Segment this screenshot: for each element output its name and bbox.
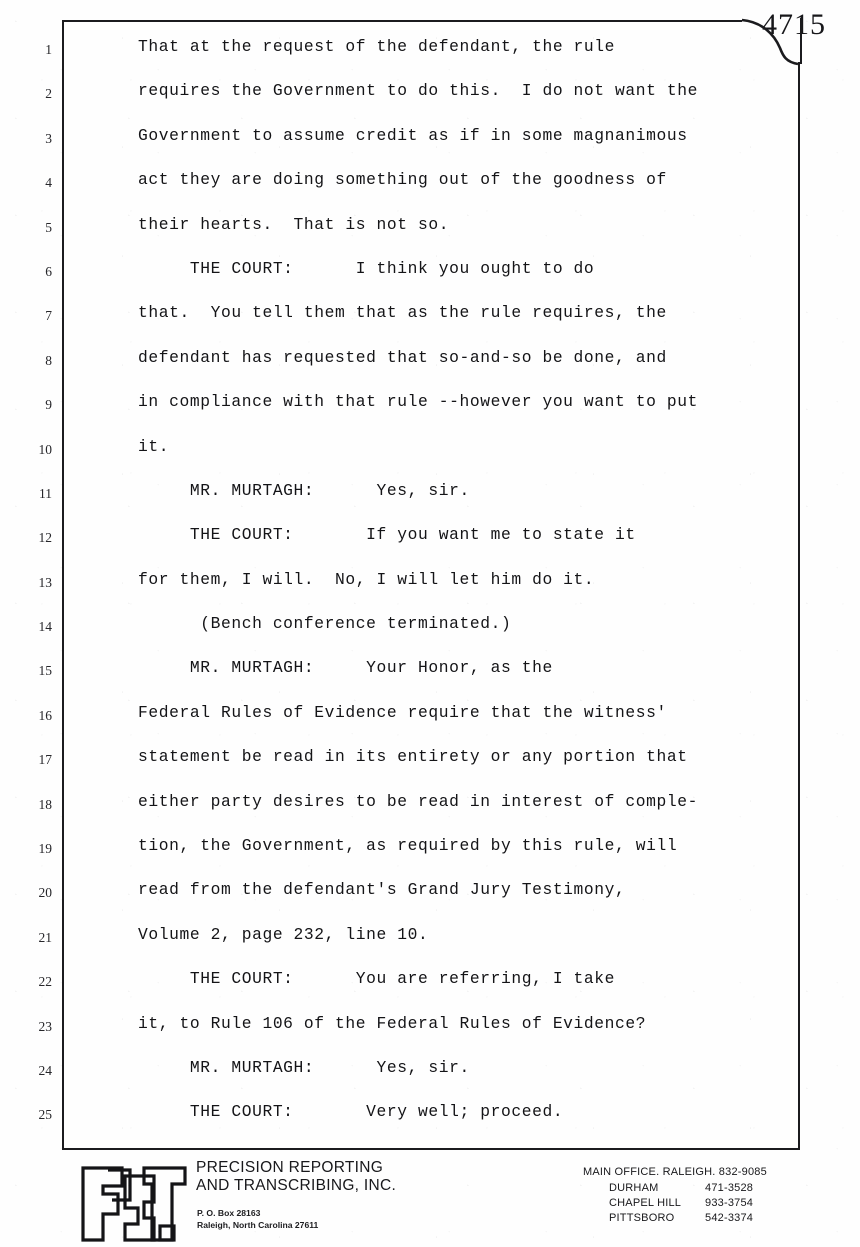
line-number: 21 xyxy=(38,929,52,945)
transcript-line xyxy=(0,833,800,877)
transcript-line xyxy=(0,789,800,833)
transcript-line xyxy=(0,389,800,433)
transcript-line xyxy=(0,434,800,478)
line-text: read from the defendant's Grand Jury Testimony, xyxy=(138,880,626,900)
line-number: 17 xyxy=(38,752,52,768)
line-text: either party desires to be read in interest of comple- xyxy=(138,791,698,811)
transcript-line xyxy=(0,700,800,744)
transcript-line xyxy=(0,922,800,966)
line-text: MR. MURTAGH: Yes, sir. xyxy=(138,1057,470,1077)
line-text: it. xyxy=(138,436,170,456)
office-row xyxy=(609,1196,777,1211)
address-line1: P. O. Box 28163 xyxy=(197,1208,261,1218)
main-office-phone: MAIN OFFICE. RALEIGH. 832-9085 xyxy=(583,1166,767,1178)
transcript-line xyxy=(0,300,800,344)
line-text: defendant has requested that so-and-so be done, and xyxy=(138,347,667,367)
line-text: (Bench conference terminated.) xyxy=(138,614,512,634)
transcript-line xyxy=(0,655,800,699)
line-text: it, to Rule 106 of the Federal Rules of Evidence? xyxy=(138,1013,647,1033)
line-number: 13 xyxy=(38,574,52,590)
line-text: THE COURT: Very well; proceed. xyxy=(138,1102,564,1122)
transcript-body xyxy=(0,34,800,1144)
office-row xyxy=(609,1211,777,1226)
office-phone: 933-3754 xyxy=(705,1197,754,1209)
line-number: 25 xyxy=(38,1107,52,1123)
pt-logo-icon xyxy=(78,1156,190,1244)
office-city: CHAPEL HILL xyxy=(609,1197,682,1209)
line-text: THE COURT: I think you ought to do xyxy=(138,258,595,278)
transcript-line xyxy=(0,167,800,211)
office-row xyxy=(609,1181,777,1196)
line-number: 16 xyxy=(38,707,52,723)
transcript-line xyxy=(0,345,800,389)
page-number: 4715 xyxy=(762,8,826,41)
line-text: tion, the Government, as required by this rule, will xyxy=(138,836,678,856)
line-number: 18 xyxy=(38,796,52,812)
transcript-line xyxy=(0,966,800,1010)
line-number: 14 xyxy=(38,619,52,635)
line-text: Federal Rules of Evidence require that the witness' xyxy=(138,702,667,722)
transcript-line xyxy=(0,1055,800,1099)
line-number: 10 xyxy=(38,441,52,457)
office-city: DURHAM xyxy=(609,1182,659,1194)
line-number: 24 xyxy=(38,1062,52,1078)
line-number: 9 xyxy=(45,397,52,413)
line-number: 3 xyxy=(45,130,52,146)
transcript-line xyxy=(0,1011,800,1055)
office-phone: 471-3528 xyxy=(705,1182,754,1194)
line-number: 1 xyxy=(45,42,52,57)
line-number: 12 xyxy=(38,530,52,546)
company-name xyxy=(196,1159,396,1194)
line-text: THE COURT: You are referring, I take xyxy=(138,969,616,989)
transcript-line xyxy=(0,123,800,167)
transcript-line xyxy=(0,78,800,122)
page-footer xyxy=(0,1152,860,1247)
line-text: Government to assume credit as if in some magnanimous xyxy=(138,125,688,145)
line-text: Volume 2, page 232, line 10. xyxy=(138,924,429,944)
frame-bottom-rule xyxy=(62,1148,800,1150)
company-address xyxy=(197,1208,318,1231)
company-name-line2: AND TRANSCRIBING, INC. xyxy=(196,1176,397,1194)
line-number: 20 xyxy=(38,885,52,901)
office-phone: 542-3374 xyxy=(705,1212,754,1224)
transcript-line xyxy=(0,877,800,921)
line-number: 5 xyxy=(45,219,52,235)
line-text: act they are doing something out of the goodness of xyxy=(138,170,667,190)
transcript-line xyxy=(0,212,800,256)
line-text: That at the request of the defendant, the rule xyxy=(138,37,616,56)
line-number: 4 xyxy=(45,175,52,191)
line-text: that. You tell them that as the rule requires, the xyxy=(138,303,667,323)
line-text: their hearts. That is not so. xyxy=(138,214,450,234)
line-text: requires the Government to do this. I do not want the xyxy=(138,81,698,101)
line-text: for them, I will. No, I will let him do it. xyxy=(138,569,595,589)
line-number: 7 xyxy=(45,308,52,324)
company-name-line1: PRECISION REPORTING xyxy=(196,1159,384,1176)
line-number: 2 xyxy=(45,86,52,102)
transcript-line xyxy=(0,744,800,788)
line-number: 11 xyxy=(39,485,52,501)
transcript-line xyxy=(0,478,800,522)
transcript-line xyxy=(0,256,800,300)
line-text: MR. MURTAGH: Yes, sir. xyxy=(138,480,470,500)
office-city: PITTSBORO xyxy=(609,1212,675,1224)
line-number: 23 xyxy=(38,1018,52,1034)
line-text: MR. MURTAGH: Your Honor, as the xyxy=(138,658,553,678)
line-text: in compliance with that rule --however you want to put xyxy=(138,392,698,412)
line-text: THE COURT: If you want me to state it xyxy=(138,525,636,545)
line-number: 15 xyxy=(38,663,52,679)
line-text: statement be read in its entirety or any portion that xyxy=(138,747,688,767)
line-number: 22 xyxy=(38,974,52,990)
transcript-line xyxy=(0,1099,800,1143)
office-phone-list xyxy=(583,1166,777,1226)
address-line2: Raleigh, North Carolina 27611 xyxy=(197,1219,319,1230)
transcript-line xyxy=(0,611,800,655)
transcript-line xyxy=(0,34,800,78)
line-number: 6 xyxy=(45,263,52,279)
transcript-line xyxy=(0,567,800,611)
frame-top-rule xyxy=(62,20,742,22)
line-number: 8 xyxy=(45,352,52,368)
line-number: 19 xyxy=(38,841,52,857)
transcript-line xyxy=(0,522,800,566)
